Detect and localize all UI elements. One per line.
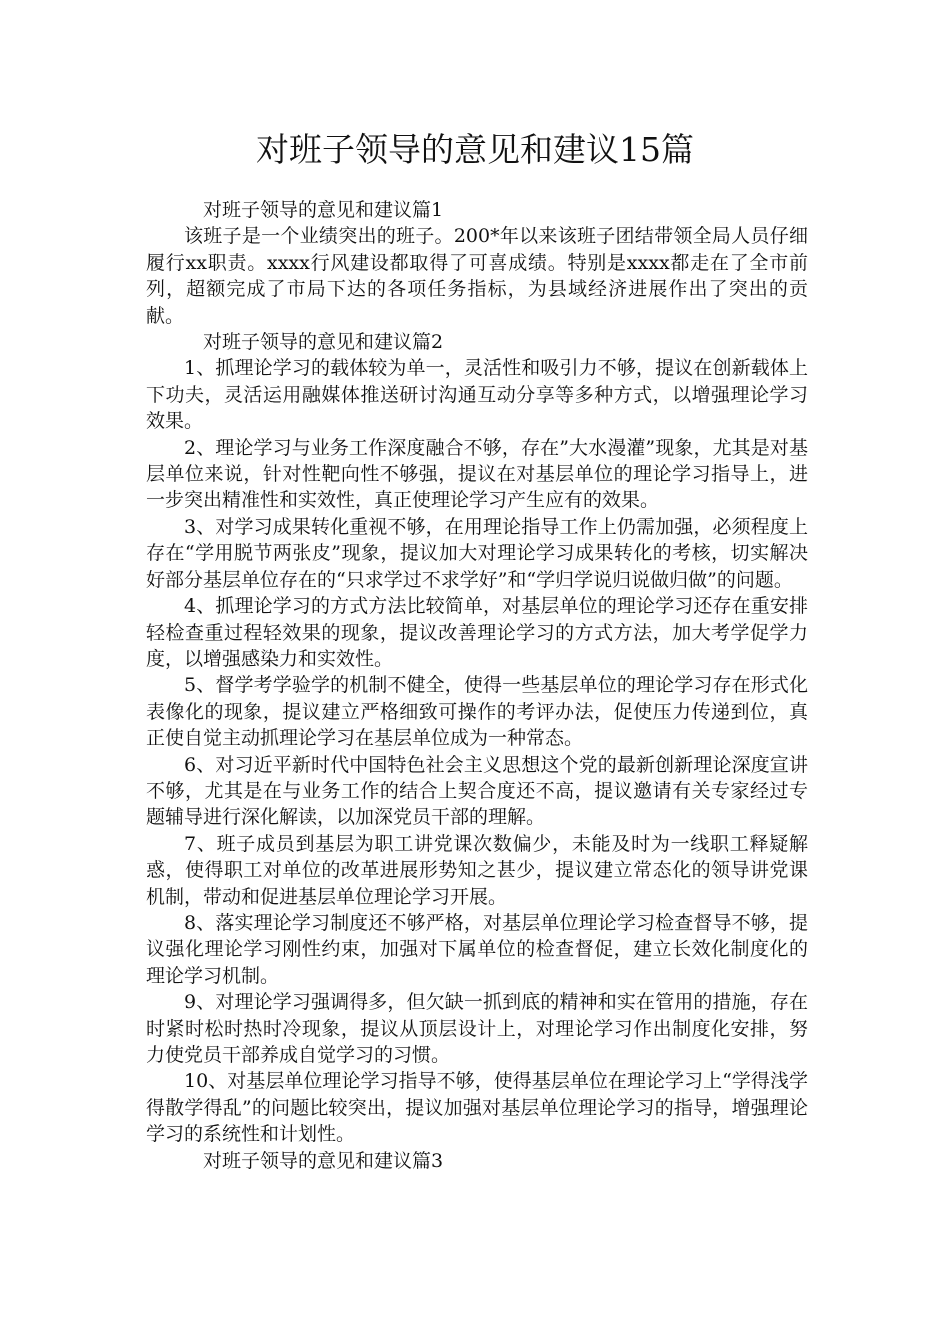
paragraph: 10、对基层单位理论学习指导不够，使得基层单位在理论学习上“学得浅学得散学得乱”的问题比较突出，提议加强对基层单位理论学习的指导，增强理论学习的系统性和计划性。 [146, 1070, 808, 1146]
paragraph: 8、落实理论学习制度还不够严格，对基层单位理论学习检查督导不够，提议强化理论学习刚性约束，加强对下属单位的检查督促，建立长效化制度化的理论学习机制。 [146, 911, 808, 987]
document-title: 对班子领导的意见和建议15篇 [256, 130, 694, 169]
paragraph: 9、对理论学习强调得多，但欠缺一抓到底的精神和实在管用的措施，存在时紧时松时热时冷现象，提议从顶层设计上，对理论学习作出制度化安排，努力使党员干部养成自觉学习的习惯。 [146, 991, 808, 1066]
section-heading-2: 对班子领导的意见和建议篇2 [203, 331, 444, 354]
paragraph: 2、理论学习与业务工作深度融合不够，存在”大水漫灌”现象，尤其是对基层单位来说，针对性靶向性不够强，提议在对基层单位的理论学习指导上，进一步突出精准性和实效性，真正使理论学习产生应有的效果。 [146, 436, 808, 512]
paragraph: 4、抓理论学习的方式方法比较简单，对基层单位的理论学习还存在重安排轻检查重过程轻效果的现象，提议改善理论学习的方式方法，加大考学促学力度，以增强感染力和实效性。 [146, 595, 808, 670]
paragraph: 5、督学考学验学的机制不健全，使得一些基层单位的理论学习存在形式化表像化的现象，提议建立严格细致可操作的考评办法，促使压力传递到位，真正使自觉主动抓理论学习在基层单位成为一种常态。 [146, 674, 808, 750]
paragraph: 该班子是一个业绩突出的班子。200*年以来该班子团结带领全局人员仔细履行xx职责。xxxx行风建设都取得了可喜成绩。特别是xxxx都走在了全市前列，超额完成了市局下达的各项任务指标，为县域经济进展作出了突出的贡献。 [146, 225, 808, 327]
section-heading-1: 对班子领导的意见和建议篇1 [203, 199, 444, 221]
paragraph: 6、对习近平新时代中国特色社会主义思想这个党的最新创新理论深度宣讲不够，尤其是在与业务工作的结合上契合度还不高，提议邀请有关专家经过专题辅导进行深化解读，以加深党员干部的理解。 [146, 753, 808, 829]
document-body [146, 197, 808, 1174]
paragraph: 1、抓理论学习的载体较为单一，灵活性和吸引力不够，提议在创新载体上下功夫，灵活运用融媒体推送研讨沟通互动分享等多种方式，以增强理论学习效果。 [146, 357, 808, 433]
paragraph: 3、对学习成果转化重视不够，在用理论指导工作上仍需加强，必须程度上存在“学用脱节两张皮”现象，提议加大对理论学习成果转化的考核，切实解决好部分基层单位存在的“只求学过不求学好”和“学归学说归说做归做”的问题。 [146, 515, 808, 591]
section-heading-3: 对班子领导的意见和建议篇3 [203, 1149, 444, 1172]
paragraph: 7、班子成员到基层为职工讲党课次数偏少，未能及时为一线职工释疑解惑，使得职工对单位的改革进展形势知之甚少，提议建立常态化的领导讲党课机制，带动和促进基层单位理论学习开展。 [146, 832, 808, 908]
